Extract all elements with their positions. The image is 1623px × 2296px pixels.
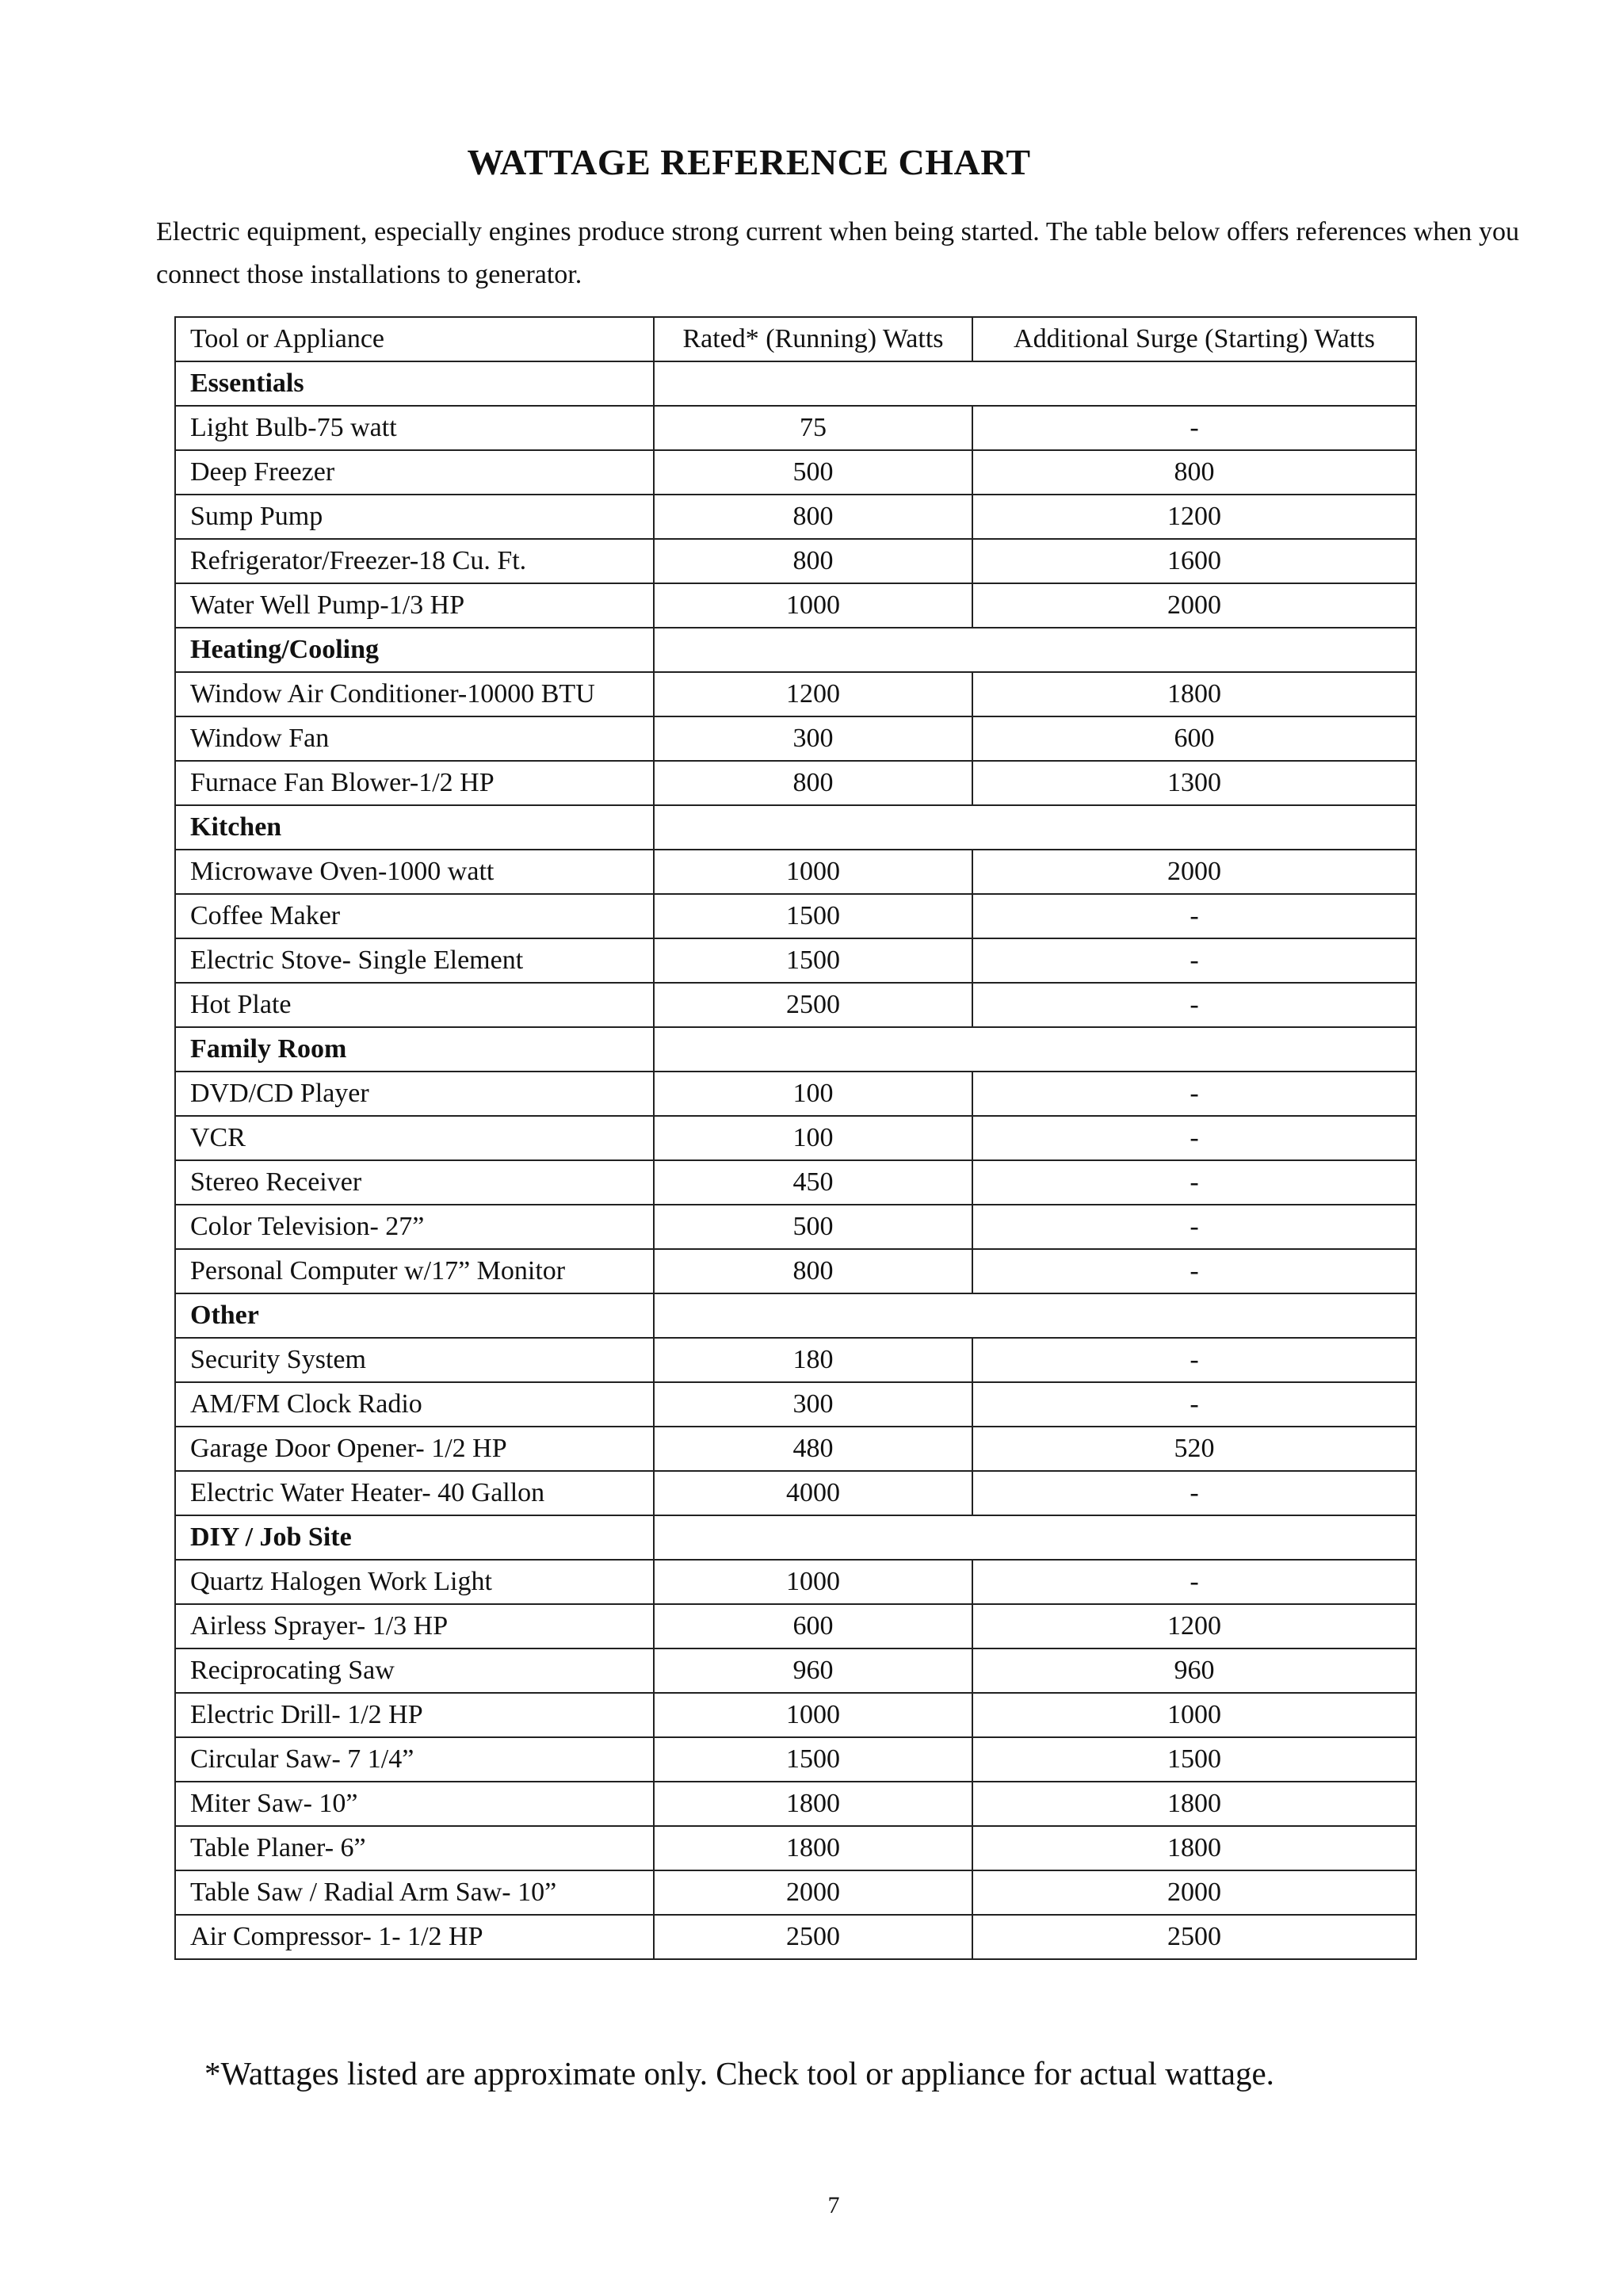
- rated-watts: 1800: [654, 1826, 972, 1870]
- appliance-name: Sump Pump: [175, 495, 654, 539]
- rated-watts: 500: [654, 450, 972, 495]
- surge-watts: 1800: [972, 1782, 1416, 1826]
- surge-watts: 1800: [972, 672, 1416, 716]
- rated-watts: 480: [654, 1427, 972, 1471]
- page-title: WATTAGE REFERENCE CHART: [467, 142, 1031, 182]
- surge-watts: -: [972, 894, 1416, 938]
- rated-watts: 180: [654, 1338, 972, 1382]
- surge-watts: 2000: [972, 850, 1416, 894]
- table-row: [175, 1382, 1416, 1427]
- surge-watts: 800: [972, 450, 1416, 495]
- appliance-name: Air Compressor- 1- 1/2 HP: [175, 1915, 654, 1959]
- header-tool: Tool or Appliance: [175, 317, 654, 361]
- table-row: [175, 894, 1416, 938]
- table-row: [175, 1249, 1416, 1293]
- rated-watts: 1200: [654, 672, 972, 716]
- appliance-name: Garage Door Opener- 1/2 HP: [175, 1427, 654, 1471]
- table-row: [175, 1116, 1416, 1160]
- appliance-name: Electric Water Heater- 40 Gallon: [175, 1471, 654, 1515]
- rated-watts: 1800: [654, 1782, 972, 1826]
- surge-watts: 1200: [972, 1604, 1416, 1648]
- category-label: DIY / Job Site: [175, 1515, 654, 1560]
- surge-watts: 1600: [972, 539, 1416, 583]
- rated-watts: 800: [654, 495, 972, 539]
- table-row: [175, 1648, 1416, 1693]
- rated-watts: 2000: [654, 1870, 972, 1915]
- header-surge-watts: Additional Surge (Starting) Watts: [972, 317, 1416, 361]
- table-row: [175, 1693, 1416, 1737]
- rated-watts: 1000: [654, 583, 972, 628]
- surge-watts: 520: [972, 1427, 1416, 1471]
- table-row: [175, 1560, 1416, 1604]
- surge-watts: -: [972, 1205, 1416, 1249]
- rated-watts: 800: [654, 761, 972, 805]
- appliance-name: Electric Stove- Single Element: [175, 938, 654, 983]
- appliance-name: Airless Sprayer- 1/3 HP: [175, 1604, 654, 1648]
- rated-watts: 75: [654, 406, 972, 450]
- appliance-name: Coffee Maker: [175, 894, 654, 938]
- table-row: [175, 450, 1416, 495]
- appliance-name: Water Well Pump-1/3 HP: [175, 583, 654, 628]
- header-rated-watts: Rated* (Running) Watts: [654, 317, 972, 361]
- appliance-name: Hot Plate: [175, 983, 654, 1027]
- surge-watts: -: [972, 1471, 1416, 1515]
- rated-watts: 100: [654, 1072, 972, 1116]
- surge-watts: -: [972, 1338, 1416, 1382]
- surge-watts: -: [972, 406, 1416, 450]
- rated-watts: 2500: [654, 1915, 972, 1959]
- category-label: Heating/Cooling: [175, 628, 654, 672]
- table-row: [175, 1205, 1416, 1249]
- rated-watts: 500: [654, 1205, 972, 1249]
- rated-watts: 800: [654, 1249, 972, 1293]
- rated-watts: 1500: [654, 894, 972, 938]
- surge-watts: 1000: [972, 1693, 1416, 1737]
- page-number: 7: [827, 2192, 840, 2218]
- table-row: [175, 761, 1416, 805]
- rated-watts: 1500: [654, 938, 972, 983]
- intro-paragraph: Electric equipment, especially engines produce strong current when being started. The table below offers references when you connect those installations to generator.: [156, 217, 1519, 289]
- category-row: [175, 628, 1416, 672]
- surge-watts: 960: [972, 1648, 1416, 1693]
- table-row: [175, 716, 1416, 761]
- table-row: [175, 1782, 1416, 1826]
- category-row: [175, 361, 1416, 406]
- rated-watts: 1000: [654, 850, 972, 894]
- surge-watts: -: [972, 1560, 1416, 1604]
- category-empty-cell: [654, 1027, 1416, 1072]
- appliance-name: Quartz Halogen Work Light: [175, 1560, 654, 1604]
- table-row: [175, 1338, 1416, 1382]
- appliance-name: Window Air Conditioner-10000 BTU: [175, 672, 654, 716]
- appliance-name: Refrigerator/Freezer-18 Cu. Ft.: [175, 539, 654, 583]
- appliance-name: Microwave Oven-1000 watt: [175, 850, 654, 894]
- table-row: [175, 1737, 1416, 1782]
- category-empty-cell: [654, 361, 1416, 406]
- appliance-name: Furnace Fan Blower-1/2 HP: [175, 761, 654, 805]
- rated-watts: 300: [654, 716, 972, 761]
- category-row: [175, 1027, 1416, 1072]
- surge-watts: -: [972, 1382, 1416, 1427]
- appliance-name: Reciprocating Saw: [175, 1648, 654, 1693]
- category-row: [175, 1293, 1416, 1338]
- surge-watts: -: [972, 983, 1416, 1027]
- surge-watts: 1500: [972, 1737, 1416, 1782]
- appliance-name: Table Saw / Radial Arm Saw- 10”: [175, 1870, 654, 1915]
- appliance-name: Miter Saw- 10”: [175, 1782, 654, 1826]
- appliance-name: AM/FM Clock Radio: [175, 1382, 654, 1427]
- table-row: [175, 495, 1416, 539]
- appliance-name: Security System: [175, 1338, 654, 1382]
- rated-watts: 100: [654, 1116, 972, 1160]
- surge-watts: 1200: [972, 495, 1416, 539]
- rated-watts: 2500: [654, 983, 972, 1027]
- appliance-name: Deep Freezer: [175, 450, 654, 495]
- table-header-row: [175, 317, 1416, 361]
- table-row: [175, 1072, 1416, 1116]
- rated-watts: 300: [654, 1382, 972, 1427]
- rated-watts: 450: [654, 1160, 972, 1205]
- appliance-name: Stereo Receiver: [175, 1160, 654, 1205]
- table-row: [175, 1915, 1416, 1959]
- category-label: Other: [175, 1293, 654, 1338]
- surge-watts: -: [972, 1249, 1416, 1293]
- surge-watts: 1800: [972, 1826, 1416, 1870]
- table-row: [175, 672, 1416, 716]
- appliance-name: Window Fan: [175, 716, 654, 761]
- appliance-name: Table Planer- 6”: [175, 1826, 654, 1870]
- table-row: [175, 1604, 1416, 1648]
- surge-watts: 2000: [972, 583, 1416, 628]
- surge-watts: -: [972, 938, 1416, 983]
- table-row: [175, 1427, 1416, 1471]
- appliance-name: Circular Saw- 7 1/4”: [175, 1737, 654, 1782]
- appliance-name: Personal Computer w/17” Monitor: [175, 1249, 654, 1293]
- category-row: [175, 1515, 1416, 1560]
- table-row: [175, 850, 1416, 894]
- surge-watts: -: [972, 1160, 1416, 1205]
- surge-watts: -: [972, 1072, 1416, 1116]
- rated-watts: 800: [654, 539, 972, 583]
- table-row: [175, 1160, 1416, 1205]
- appliance-name: VCR: [175, 1116, 654, 1160]
- appliance-name: Light Bulb-75 watt: [175, 406, 654, 450]
- appliance-name: DVD/CD Player: [175, 1072, 654, 1116]
- rated-watts: 960: [654, 1648, 972, 1693]
- rated-watts: 1500: [654, 1737, 972, 1782]
- rated-watts: 600: [654, 1604, 972, 1648]
- category-empty-cell: [654, 805, 1416, 850]
- surge-watts: 600: [972, 716, 1416, 761]
- rated-watts: 4000: [654, 1471, 972, 1515]
- table-row: [175, 1870, 1416, 1915]
- rated-watts: 1000: [654, 1560, 972, 1604]
- table-row: [175, 938, 1416, 983]
- category-empty-cell: [654, 628, 1416, 672]
- surge-watts: 2500: [972, 1915, 1416, 1959]
- category-empty-cell: [654, 1515, 1416, 1560]
- surge-watts: 2000: [972, 1870, 1416, 1915]
- appliance-name: Color Television- 27”: [175, 1205, 654, 1249]
- appliance-name: Electric Drill- 1/2 HP: [175, 1693, 654, 1737]
- category-empty-cell: [654, 1293, 1416, 1338]
- table-row: [175, 539, 1416, 583]
- surge-watts: -: [972, 1116, 1416, 1160]
- table-row: [175, 406, 1416, 450]
- category-label: Family Room: [175, 1027, 654, 1072]
- category-label: Essentials: [175, 361, 654, 406]
- surge-watts: 1300: [972, 761, 1416, 805]
- rated-watts: 1000: [654, 1693, 972, 1737]
- table-row: [175, 983, 1416, 1027]
- table-row: [175, 1826, 1416, 1870]
- wattage-table: [174, 316, 1417, 1960]
- footnote: *Wattages listed are approximate only. Check tool or appliance for actual wattage.: [204, 2055, 1274, 2092]
- table-row: [175, 583, 1416, 628]
- category-row: [175, 805, 1416, 850]
- table-row: [175, 1471, 1416, 1515]
- category-label: Kitchen: [175, 805, 654, 850]
